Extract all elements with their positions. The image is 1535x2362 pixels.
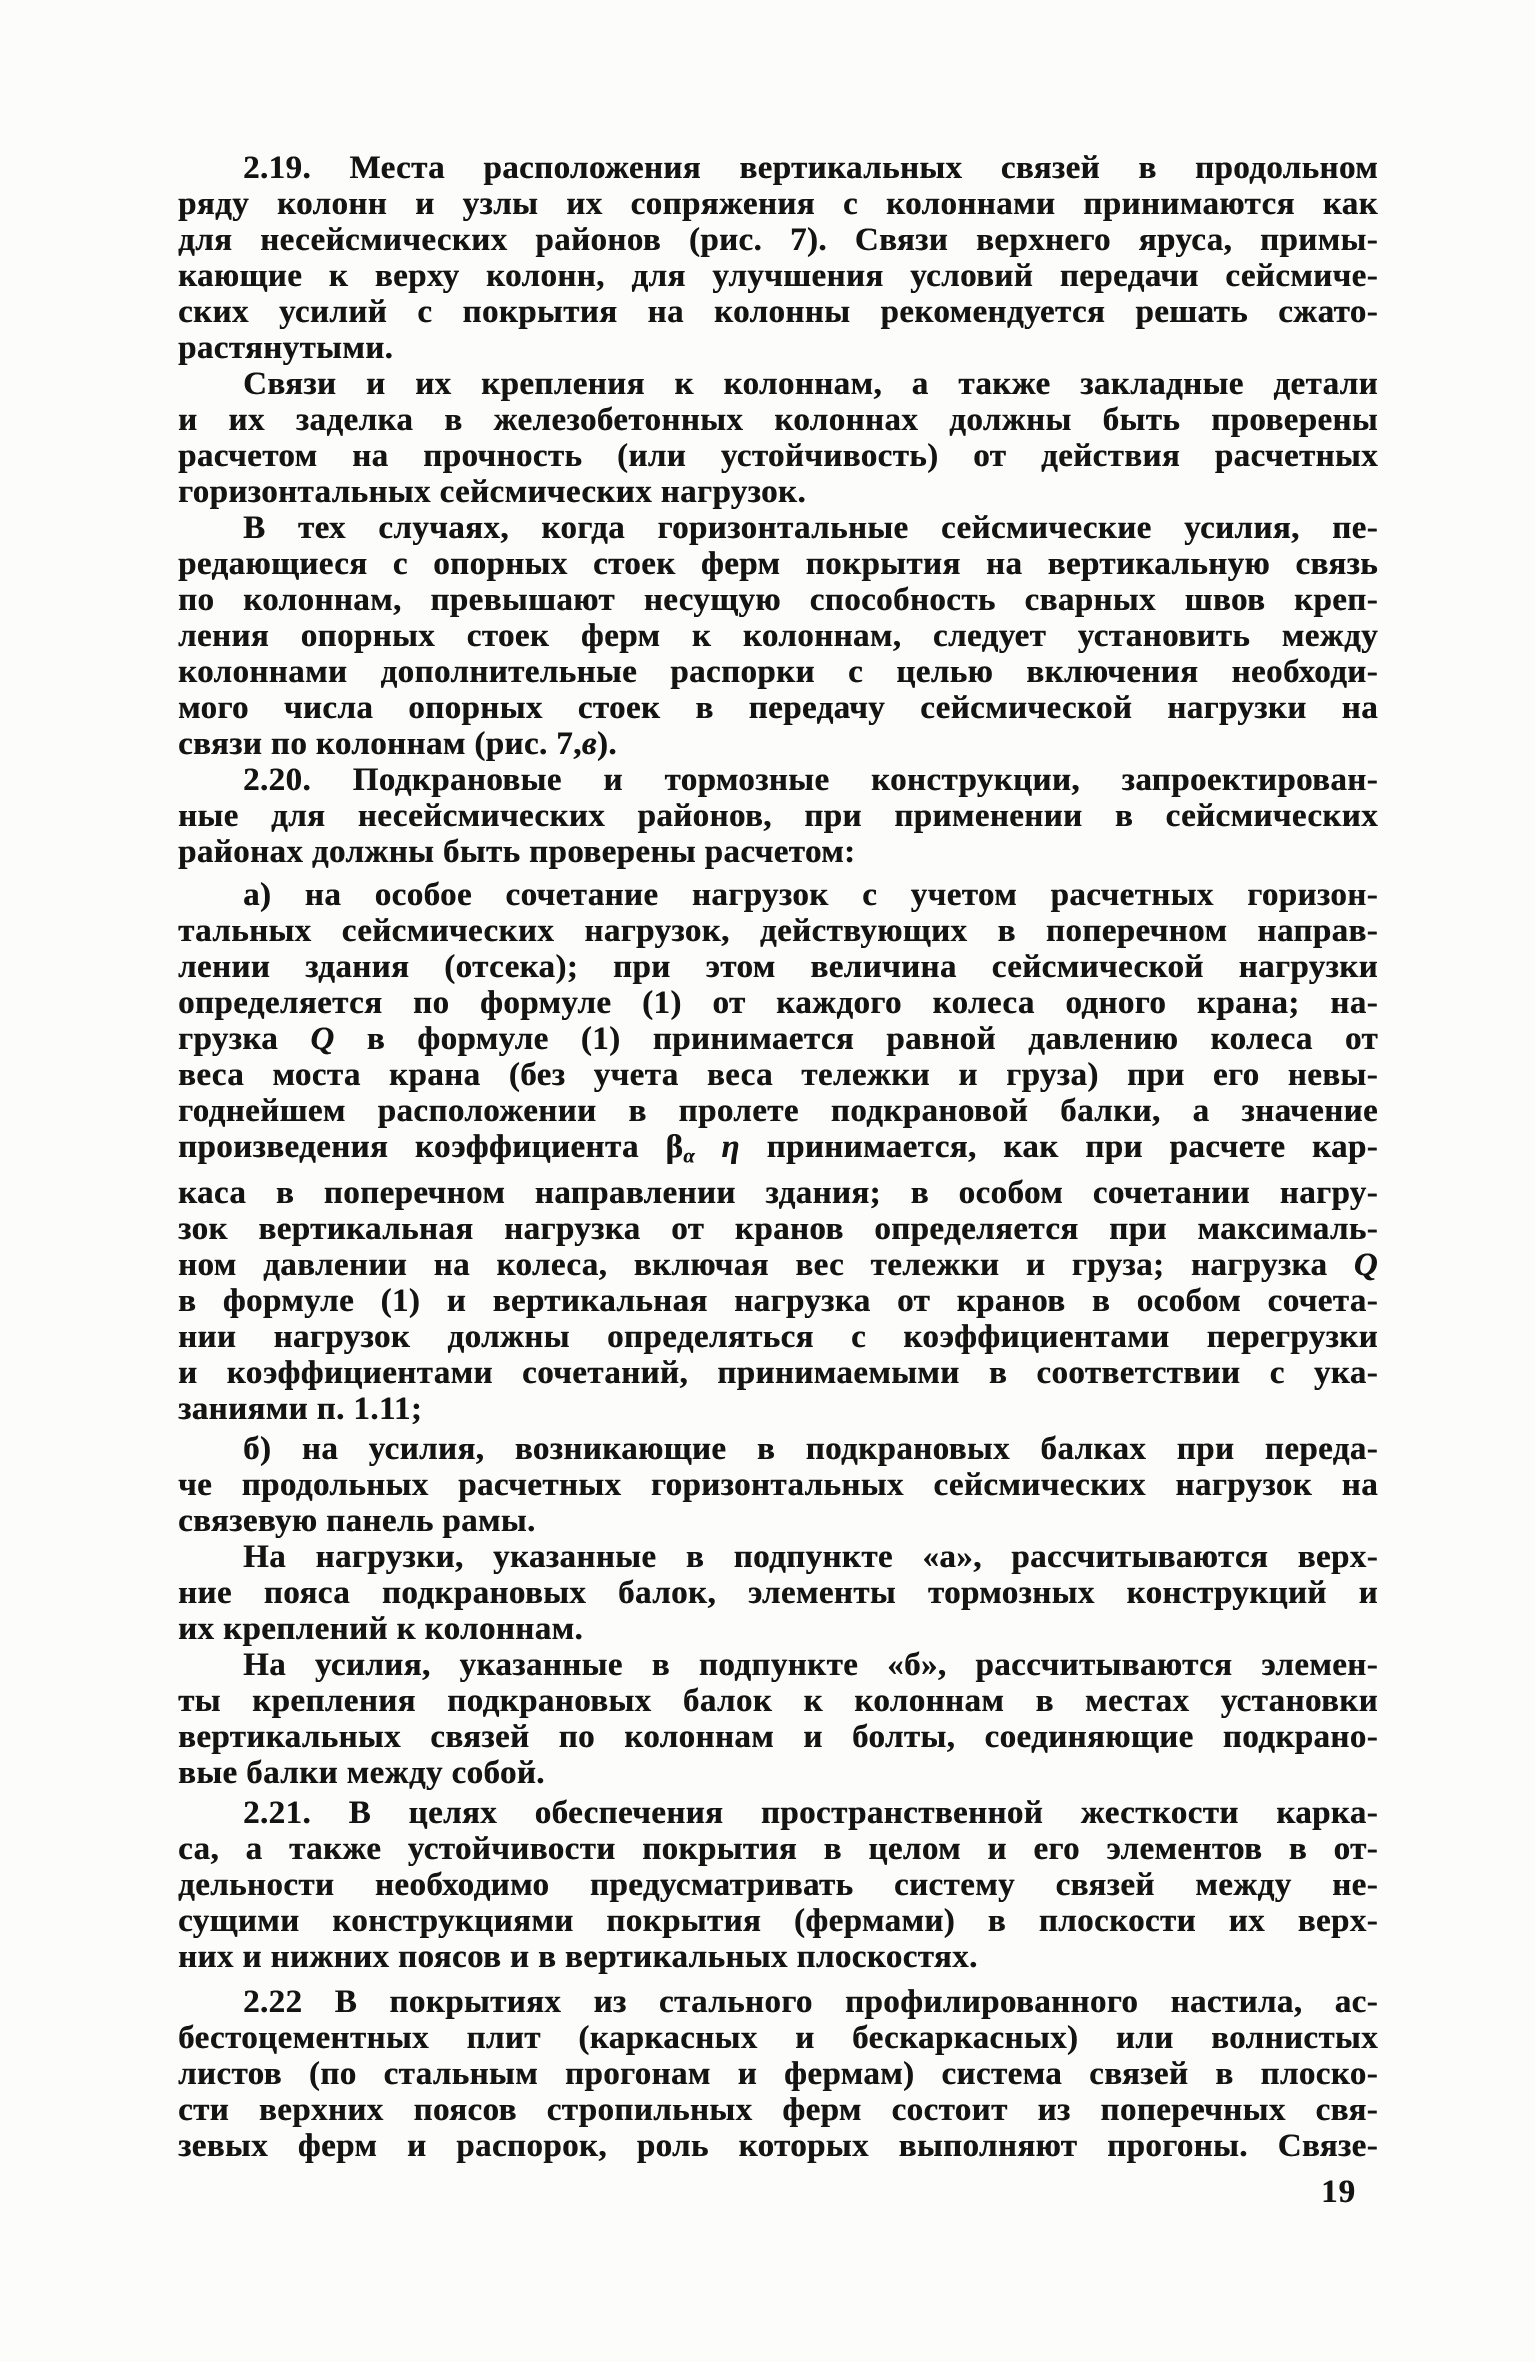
- text-segment: их креплений к колоннам.: [178, 1610, 584, 1647]
- text-segment: кающие к верху колонн, для улучшения условий передачи сейсмиче-: [178, 258, 1378, 294]
- text-segment: б) на усилия, возникающие в подкрановых балках при переда-: [243, 1430, 1378, 1467]
- text-segment: сущими конструкциями покрытия (фермами) в плоскости их верх-: [178, 1902, 1378, 1939]
- text-line: [178, 690, 1378, 726]
- text-segment: грузка: [178, 1021, 311, 1057]
- text-segment: са, а также устойчивости покрытия в целом и его элементов в от-: [178, 1830, 1378, 1867]
- text-segment: заниями п. 1.11;: [178, 1390, 423, 1427]
- text-segment: произведения коэффициента β: [178, 1129, 684, 1165]
- text-segment: че продольных расчетных горизонтальных сейсмических нагрузок на: [178, 1466, 1378, 1503]
- text-segment: 2.19. Места расположения вертикальных связей в продольном: [243, 150, 1378, 186]
- text-segment: связи по колоннам (рис. 7,: [178, 726, 582, 762]
- text-line: [178, 1021, 1378, 1057]
- text-segment: а) на особое сочетание нагрузок с учетом расчетных горизон-: [243, 877, 1378, 913]
- text-segment: В тех случаях, когда горизонтальные сейсмические усилия, пе-: [243, 510, 1378, 546]
- page-number: 19: [1321, 2174, 1356, 2210]
- text-line: [178, 294, 1378, 330]
- text-segment: ряду колонн и узлы их сопряжения с колоннами принимаются как: [178, 186, 1378, 222]
- text-line: [178, 834, 1378, 870]
- text-segment: тальных сейсмических нагрузок, действующих в поперечном направ-: [178, 913, 1378, 949]
- text-segment: ные для несейсмических районов, при применении в сейсмических: [178, 798, 1378, 834]
- text-line: [178, 402, 1378, 438]
- text-line: [178, 1283, 1378, 1319]
- text-segment: для несейсмических районов (рис. 7). Связи верхнего яруса, примы-: [178, 222, 1378, 258]
- text-segment: листов (по стальным прогонам и фермам) система связей в плоско-: [178, 2055, 1378, 2092]
- text-line: [178, 1719, 1378, 1755]
- text-line: [178, 2020, 1378, 2056]
- text-line: [178, 1984, 1378, 2020]
- para-v-teh-sluchayah: [178, 510, 1378, 762]
- text-segment: определяется по формуле (1) от каждого колеса одного крана; на-: [178, 985, 1378, 1021]
- text-segment: зок вертикальная нагрузка от кранов определяется при максималь-: [178, 1210, 1378, 1247]
- text-segment: ских усилий с покрытия на колонны рекомендуется решать сжато-: [178, 294, 1378, 330]
- text-line: [178, 582, 1378, 618]
- text-segment: и их заделка в железобетонных колоннах должны быть проверены: [178, 402, 1378, 438]
- text-segment: колоннами дополнительные распорки с целью включения необходи-: [178, 654, 1378, 690]
- text-line: [178, 1211, 1378, 1247]
- text-segment: α: [683, 1145, 695, 1168]
- text-line: [178, 1355, 1378, 1391]
- text-segment: ние пояса подкрановых балок, элементы тормозных конструкций и: [178, 1574, 1378, 1611]
- text-segment: ления опорных стоек ферм к колоннам, следует установить между: [178, 618, 1378, 654]
- text-line: [178, 877, 1378, 913]
- text-line: [178, 1391, 1378, 1427]
- text-line: [178, 1939, 1378, 1975]
- text-segment: в формуле (1) принимается равной давлению колеса от: [334, 1021, 1378, 1057]
- text-segment: 2.20. Подкрановые и тормозные конструкции, запроектирован-: [243, 762, 1378, 798]
- text-line: [178, 510, 1378, 546]
- text-segment: 2.21. В целях обеспечения пространственной жесткости карка-: [243, 1794, 1378, 1831]
- text-segment: Q: [310, 1021, 335, 1057]
- para-item-b: [178, 1431, 1378, 1539]
- text-segment: На нагрузки, указанные в подпункте «а», рассчитываются верх-: [243, 1538, 1378, 1575]
- para-2-20: [178, 762, 1378, 870]
- text-line: [178, 1093, 1378, 1129]
- text-segment: η: [721, 1129, 740, 1165]
- text-line: [178, 186, 1378, 222]
- text-line: [178, 2092, 1378, 2128]
- text-segment: горизонтальных сейсмических нагрузок.: [178, 474, 806, 510]
- text-line: [178, 546, 1378, 582]
- text-block: [178, 150, 1378, 2164]
- text-segment: них и нижних поясов и в вертикальных плоскостях.: [178, 1938, 978, 1975]
- text-segment: Q: [1353, 1246, 1378, 1283]
- text-line: [178, 1903, 1378, 1939]
- text-line: [178, 1867, 1378, 1903]
- text-line: [178, 1683, 1378, 1719]
- text-segment: принимается, как при расчете кар-: [739, 1129, 1378, 1165]
- text-line: [178, 222, 1378, 258]
- text-line: [178, 258, 1378, 294]
- text-line: [178, 1831, 1378, 1867]
- text-line: [178, 1057, 1378, 1093]
- text-line: [178, 1319, 1378, 1355]
- text-segment: по колоннам, превышают несущую способность сварных швов креп-: [178, 582, 1378, 618]
- text-line: [178, 1431, 1378, 1467]
- text-line: [178, 1575, 1378, 1611]
- text-segment: нии нагрузок должны определяться с коэффициентами перегрузки: [178, 1318, 1378, 1355]
- para-na-usiliya: [178, 1647, 1378, 1791]
- text-segment: расчетом на прочность (или устойчивость) от действия расчетных: [178, 438, 1378, 474]
- text-line: [178, 1503, 1378, 1539]
- text-line: [178, 1175, 1378, 1211]
- text-segment: ты крепления подкрановых балок к колоннам в местах установки: [178, 1682, 1378, 1719]
- text-line: [178, 1755, 1378, 1791]
- text-line: [178, 150, 1378, 186]
- text-segment: зевых ферм и распорок, роль которых выполняют прогоны. Связе-: [178, 2127, 1378, 2164]
- text-line: [178, 2128, 1378, 2164]
- text-segment: каса в поперечном направлении здания; в особом сочетании нагру-: [178, 1174, 1378, 1211]
- text-segment: бестоцементных плит (каркасных и бескаркасных) или волнистых: [178, 2019, 1378, 2056]
- text-segment: ном давлении на колеса, включая вес тележки и груза; нагрузка: [178, 1246, 1354, 1283]
- text-line: [178, 654, 1378, 690]
- text-segment: и коэффициентами сочетаний, принимаемыми в соответствии с ука-: [178, 1354, 1378, 1391]
- text-line: [178, 1467, 1378, 1503]
- text-line: [178, 798, 1378, 834]
- text-segment: сти верхних поясов стропильных ферм состоит из поперечных свя-: [178, 2091, 1378, 2128]
- para-na-nagruzki: [178, 1539, 1378, 1647]
- text-line: [178, 618, 1378, 654]
- text-line: [178, 1795, 1378, 1831]
- para-2-22: [178, 1984, 1378, 2164]
- text-segment: 2.22 В покрытиях из стального профилированного настила, ас-: [243, 1983, 1378, 2020]
- text-line: [178, 1247, 1378, 1283]
- text-segment: [695, 1129, 722, 1165]
- text-line: [178, 762, 1378, 798]
- text-line: [178, 985, 1378, 1021]
- text-segment: годнейшем расположении в пролете подкрановой балки, а значение: [178, 1093, 1378, 1129]
- text-segment: районах должны быть проверены расчетом:: [178, 834, 856, 870]
- text-line: [178, 726, 1378, 762]
- text-segment: Связи и их крепления к колоннам, а также закладные детали: [243, 366, 1378, 402]
- text-segment: растянутыми.: [178, 330, 394, 366]
- text-line: [178, 438, 1378, 474]
- text-segment: в формуле (1) и вертикальная нагрузка от кранов в особом сочета-: [178, 1282, 1378, 1319]
- para-2-19: [178, 150, 1378, 366]
- para-svyazi-krepleniya: [178, 366, 1378, 510]
- text-segment: связевую панель рамы.: [178, 1502, 536, 1539]
- text-line: [178, 1611, 1378, 1647]
- text-line: [178, 330, 1378, 366]
- text-line: [178, 913, 1378, 949]
- text-segment: мого числа опорных стоек в передачу сейсмической нагрузки на: [178, 690, 1378, 726]
- text-segment: редающиеся с опорных стоек ферм покрытия на вертикальную связь: [178, 546, 1378, 582]
- text-line: [178, 1539, 1378, 1575]
- text-segment: лении здания (отсека); при этом величина сейсмической нагрузки: [178, 949, 1378, 985]
- text-line: [178, 474, 1378, 510]
- text-line: [178, 366, 1378, 402]
- text-segment: ).: [596, 726, 617, 762]
- text-segment: На усилия, указанные в подпункте «б», рассчитываются элемен-: [243, 1646, 1378, 1683]
- text-line: [178, 1129, 1378, 1175]
- text-segment: дельности необходимо предусматривать систему связей между не-: [178, 1866, 1378, 1903]
- text-segment: вые балки между собой.: [178, 1754, 545, 1791]
- text-segment: веса моста крана (без учета веса тележки и груза) при его невы-: [178, 1057, 1378, 1093]
- text-line: [178, 1647, 1378, 1683]
- para-item-a: [178, 877, 1378, 1427]
- text-segment: вертикальных связей по колоннам и болты, соединяющие подкрано-: [178, 1718, 1378, 1755]
- para-2-21: [178, 1795, 1378, 1975]
- text-line: [178, 949, 1378, 985]
- text-line: [178, 2056, 1378, 2092]
- text-segment: в: [581, 726, 597, 762]
